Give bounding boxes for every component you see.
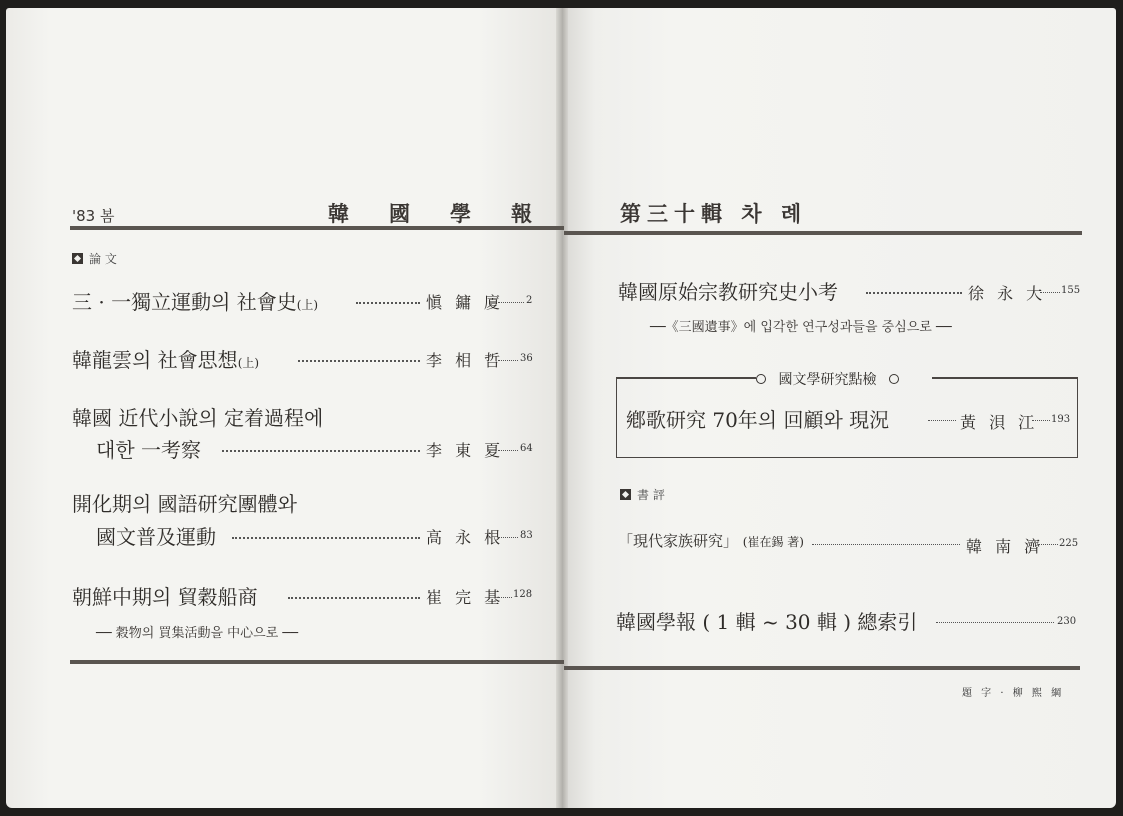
diamond-bullet-icon <box>620 489 631 500</box>
leader-dots <box>1040 292 1060 293</box>
toc-entry-author: 韓 南 濟 <box>966 537 1045 556</box>
toc-entry-page: 155 <box>1061 285 1081 296</box>
entry-title-suffix: (上) <box>296 298 319 312</box>
toc-entry-title: 開化期의 國語研究團體와 <box>72 492 297 516</box>
leader-dots <box>232 537 420 539</box>
section-papers-label: 論 文 <box>89 252 117 266</box>
special-section-label: 國文學研究點檢 <box>778 372 877 388</box>
toc-entry-title: 韓國學報 ( 1 輯 ~ 30 輯 ) 總索引 <box>616 610 918 634</box>
section-reviews-label: 書 評 <box>637 488 665 502</box>
toc-entry-title <box>618 530 804 551</box>
toc-entry-title-cont: 國文普及運動 <box>96 525 216 549</box>
toc-entry-page: 2 <box>526 295 533 306</box>
entry-title-text: 三 · 一獨立運動의 社會史 <box>72 290 297 314</box>
toc-entry-page: 83 <box>520 530 533 541</box>
box-top-rule-right <box>932 377 1078 379</box>
toc-entry-page: 193 <box>1051 414 1071 425</box>
section-reviews <box>620 486 665 503</box>
table-of-contents-title: 第三十輯 차 례 <box>620 202 808 226</box>
toc-entry-title <box>72 286 318 315</box>
issue-label: '83 봄 <box>72 207 115 225</box>
journal-title: 韓國學報 <box>328 202 572 226</box>
leader-dots <box>222 450 420 452</box>
diamond-bullet-icon <box>72 253 83 264</box>
leader-dots <box>498 302 524 303</box>
calligraphy-credit: 題 字 · 柳 熙 綱 <box>962 688 1065 699</box>
leader-dots <box>356 302 420 304</box>
toc-entry-page: 64 <box>520 443 533 454</box>
leader-dots <box>936 622 1054 623</box>
toc-entry-title: 朝鮮中期의 貿穀船商 <box>72 585 258 609</box>
toc-entry-author: 李 相 哲 <box>426 351 505 370</box>
toc-entry-subtitle: ── 穀物의 買集活動을 中心으로 ── <box>96 626 299 641</box>
toc-entry-author: 崔 完 基 <box>426 588 505 607</box>
leader-dots <box>1038 544 1058 545</box>
leader-dots <box>1032 420 1050 421</box>
leader-dots <box>288 597 420 599</box>
bottom-rule-left <box>70 660 564 664</box>
toc-entry-subtitle: ──《三國遺事》에 입각한 연구성과들을 중심으로 ── <box>650 320 952 335</box>
entry-title-suffix: (上) <box>237 356 260 370</box>
toc-entry-title: 鄕歌研究 70年의 回顧와 現況 <box>626 408 890 432</box>
book-gutter <box>556 8 568 808</box>
leader-dots <box>298 360 420 362</box>
entry-title-text: 「現代家族研究」 <box>618 532 739 550</box>
section-papers <box>72 250 117 267</box>
toc-entry-author: 李 東 夏 <box>426 441 505 460</box>
toc-entry-page: 36 <box>520 353 533 364</box>
header-rule-right <box>564 231 1082 235</box>
toc-entry-author: 徐 永 大 <box>968 284 1047 303</box>
toc-entry-author: 愼 鏞 廈 <box>426 293 505 312</box>
entry-title-note: (崔在錫 著) <box>742 535 804 549</box>
leader-dots <box>866 292 962 294</box>
toc-entry-page: 230 <box>1057 616 1077 627</box>
bottom-rule-right <box>564 666 1080 670</box>
toc-entry-title: 韓國原始宗教研究史小考 <box>618 280 838 304</box>
toc-entry-page: 225 <box>1059 538 1079 549</box>
leader-dots <box>498 450 518 451</box>
circle-icon <box>756 374 766 384</box>
leader-dots <box>498 597 512 598</box>
toc-entry-title <box>72 344 259 373</box>
toc-entry-author: 黃 浿 江 <box>960 413 1039 432</box>
box-top-rule-left <box>616 377 756 379</box>
circle-icon <box>889 374 899 384</box>
leader-dots <box>812 544 960 545</box>
toc-entry-title-cont: 대한 一考察 <box>96 438 201 462</box>
leader-dots <box>498 537 518 538</box>
leader-dots <box>928 420 956 421</box>
special-section-heading <box>756 369 899 389</box>
toc-entry-author: 高 永 根 <box>426 528 505 547</box>
toc-entry-page: 128 <box>513 589 533 600</box>
toc-entry-title: 韓國 近代小說의 定着過程에 <box>72 406 324 430</box>
header-rule-left <box>70 226 564 230</box>
entry-title-text: 韓龍雲의 社會思想 <box>72 348 238 372</box>
leader-dots <box>498 360 518 361</box>
